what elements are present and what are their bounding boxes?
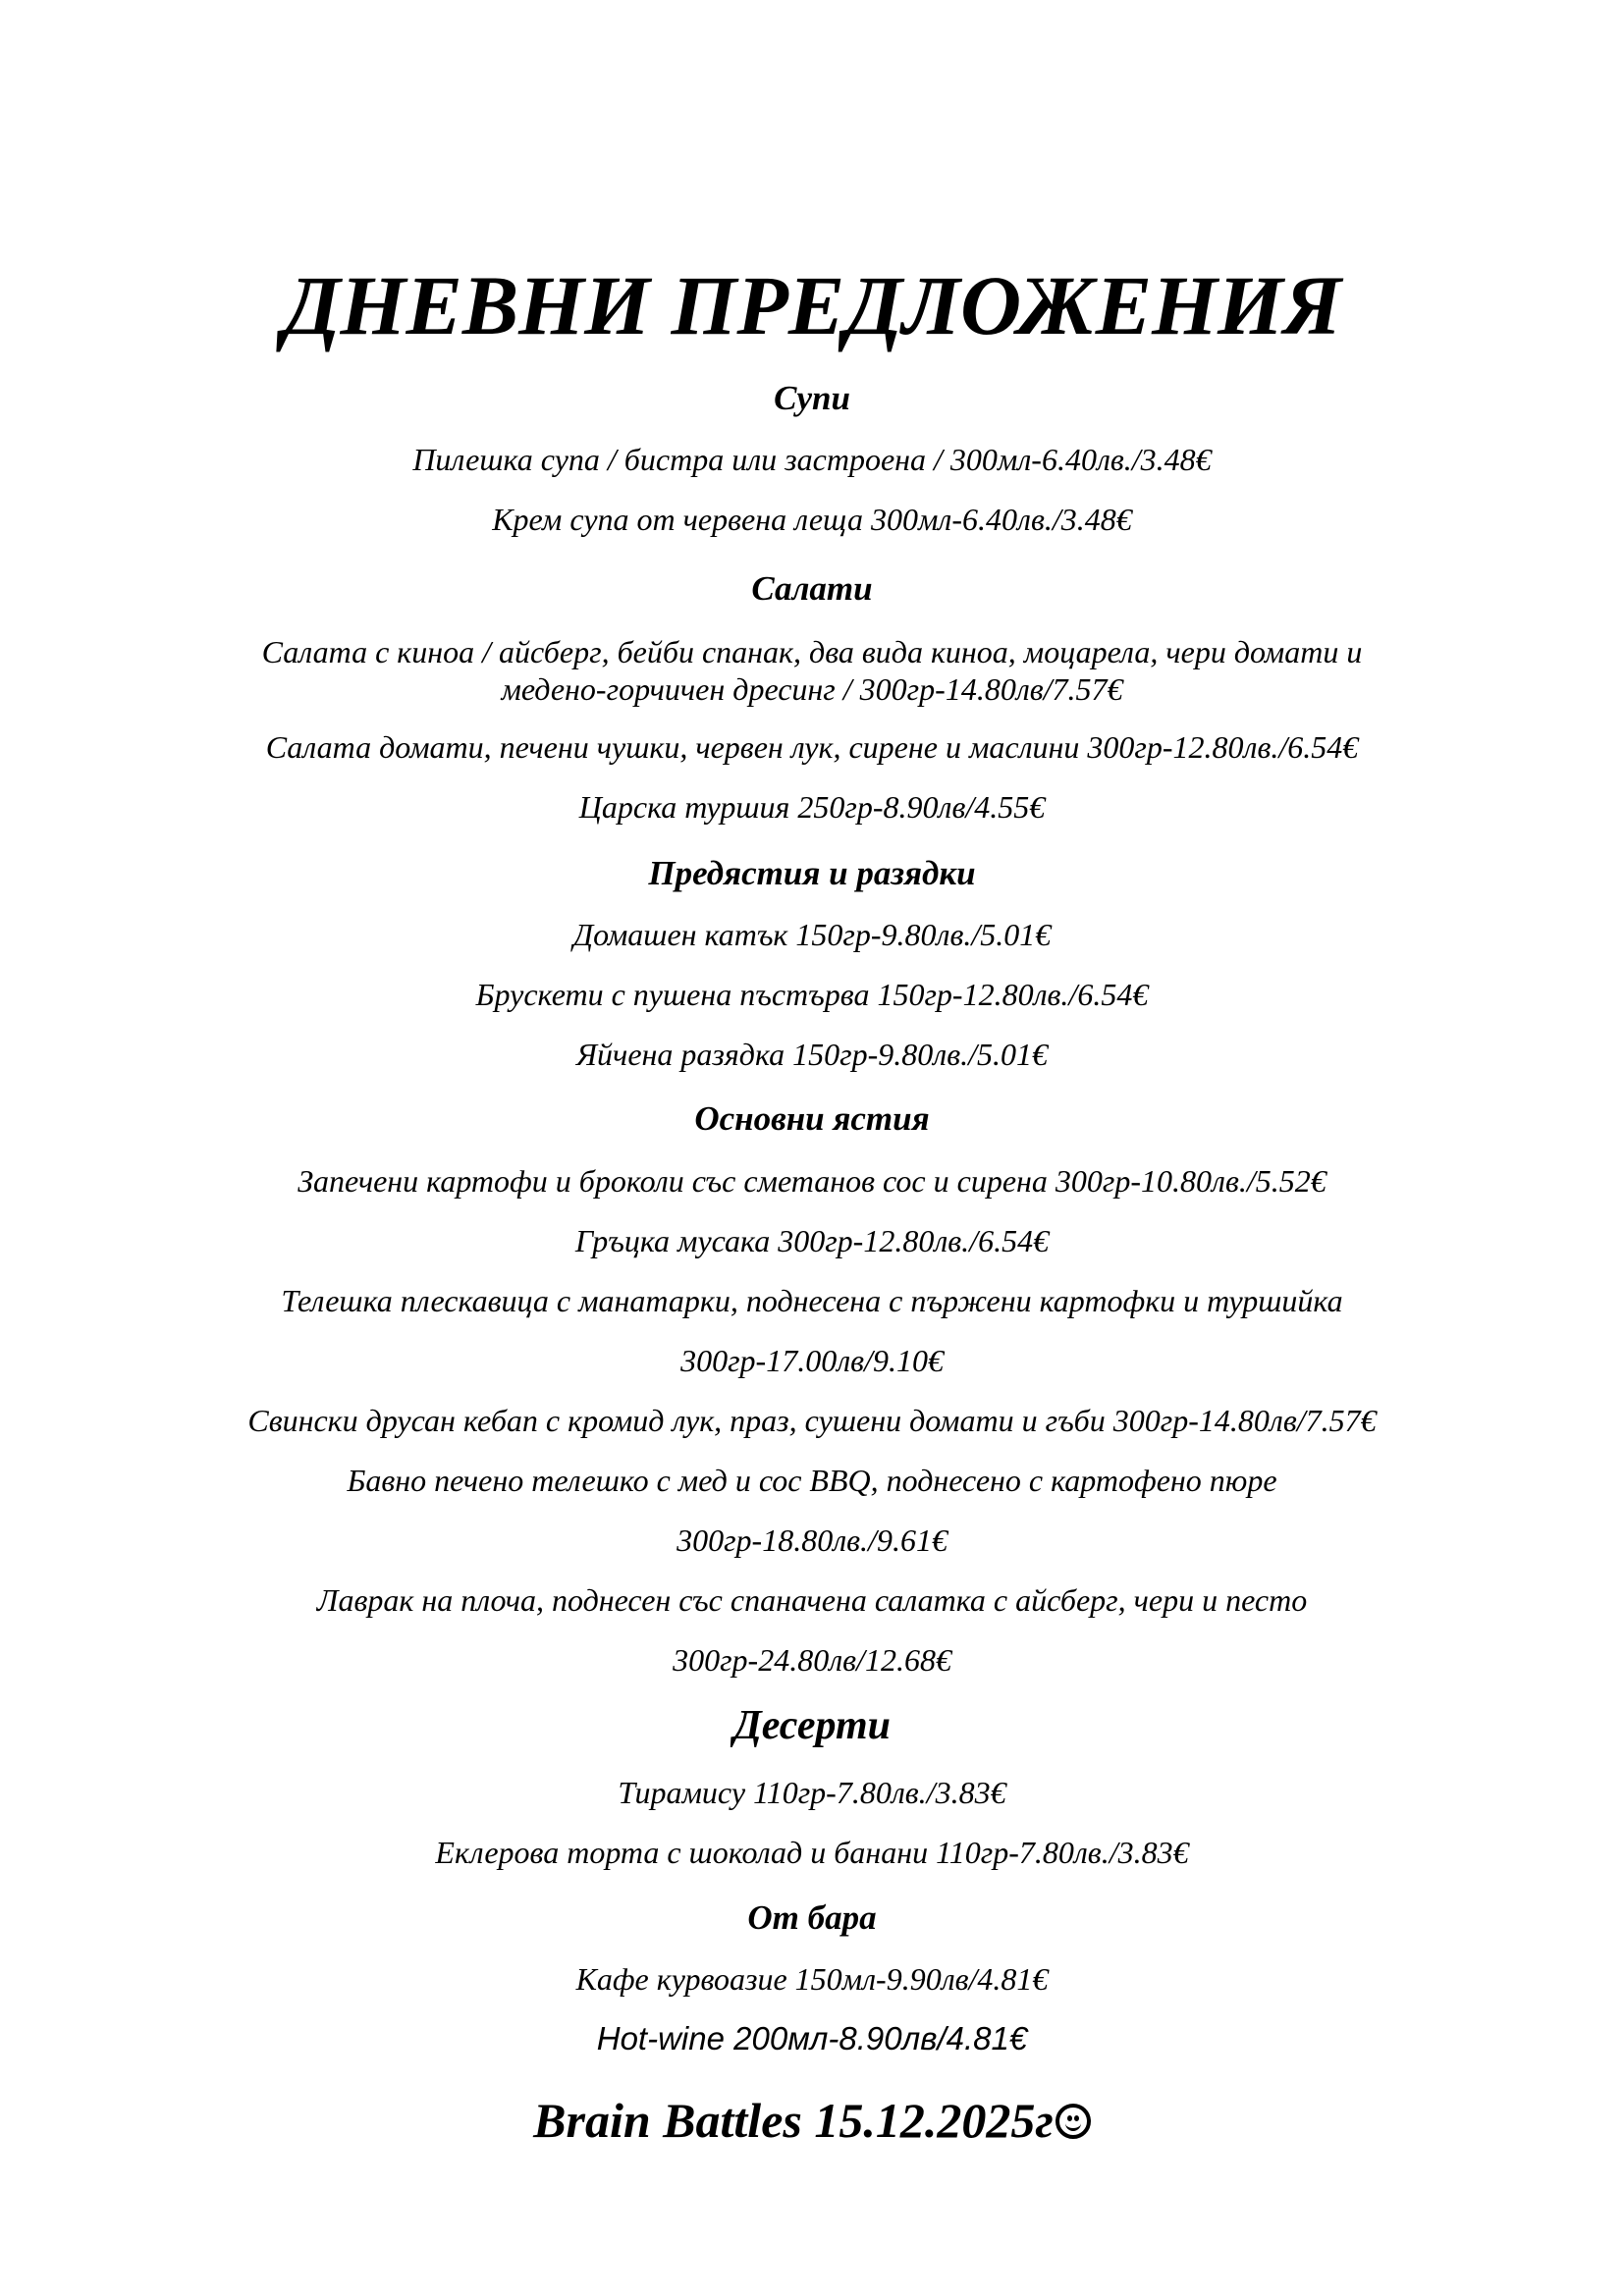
menu-item: Салата домати, печени чушки, червен лук, сирене и маслини 300гр-12.80лв./6.54€ <box>265 729 1359 765</box>
menu-item: Брускети с пушена пъстърва 150гр-12.80лв./6.54€ <box>475 977 1149 1012</box>
menu-item: Салата с киноа / айсберг, бейби спанак, два вида киноа, моцарела, чери домати и <box>261 634 1363 669</box>
section-heading-starters: Предястия и разядки <box>648 854 976 892</box>
menu-item: Свински друсан кебап с кромид лук, праз, сушени домати и гъби 300гр-14.80лв/7.57€ <box>247 1403 1377 1438</box>
menu-item: Hot-wine 200мл-8.90лв/4.81€ <box>596 2020 1028 2056</box>
menu-item: Гръцка мусака 300гр-12.80лв./6.54€ <box>574 1223 1050 1258</box>
menu-item: Бавно печено телешко с мед и сос BBQ, поднесено с картофено пюре <box>347 1463 1277 1498</box>
section-heading-soups: Супи <box>774 379 850 417</box>
footer-text: Brain Battles 15.12.2025г <box>533 2093 1054 2148</box>
menu-item: медено-горчичен дресинг / 300гр-14.80лв/7.57€ <box>501 671 1123 707</box>
page-title: ДНЕВНИ ПРЕДЛОЖЕНИЯ <box>282 258 1342 352</box>
menu-item: 300гр-18.80лв./9.61€ <box>677 1522 947 1558</box>
menu-item: Пилешка супа / бистра или застроена / 300мл-6.40лв./3.48€ <box>412 442 1212 477</box>
menu-item: Тирамису 110гр-7.80лв./3.83€ <box>618 1775 1006 1810</box>
section-heading-mains: Основни ястия <box>694 1099 930 1138</box>
menu-item: Запечени картофи и броколи със сметанов сос и сирена 300гр-10.80лв./5.52€ <box>298 1163 1326 1199</box>
section-heading-desserts: Десерти <box>733 1703 891 1748</box>
section-heading-bar: От бара <box>747 1898 877 1937</box>
menu-item: Домашен катък 150гр-9.80лв./5.01€ <box>572 917 1052 952</box>
smiley-icon <box>1056 2104 1091 2139</box>
menu-item: Еклерова торта с шоколад и банани 110гр-7.80лв./3.83€ <box>435 1835 1189 1870</box>
menu-item: 300гр-17.00лв/9.10€ <box>680 1343 944 1378</box>
menu-item: 300гр-24.80лв/12.68€ <box>673 1642 951 1678</box>
menu-item: Крем супа от червена леща 300мл-6.40лв./3.48€ <box>492 502 1132 537</box>
menu-item: Царска туршия 250гр-8.90лв/4.55€ <box>578 789 1046 825</box>
menu-item: Яйчена разядка 150гр-9.80лв./5.01€ <box>576 1037 1048 1072</box>
menu-item: Кафе курвоазие 150мл-9.90лв/4.81€ <box>575 1961 1049 1997</box>
footer-line <box>0 2093 1624 2148</box>
section-heading-salads: Салати <box>751 569 873 608</box>
menu-item: Телешка плескавица с манатарки, поднесена с пържени картофки и туршийка <box>281 1283 1343 1318</box>
menu-item: Лаврак на плоча, поднесен със спаначена салатка с айсберг, чери и песто <box>316 1582 1308 1618</box>
